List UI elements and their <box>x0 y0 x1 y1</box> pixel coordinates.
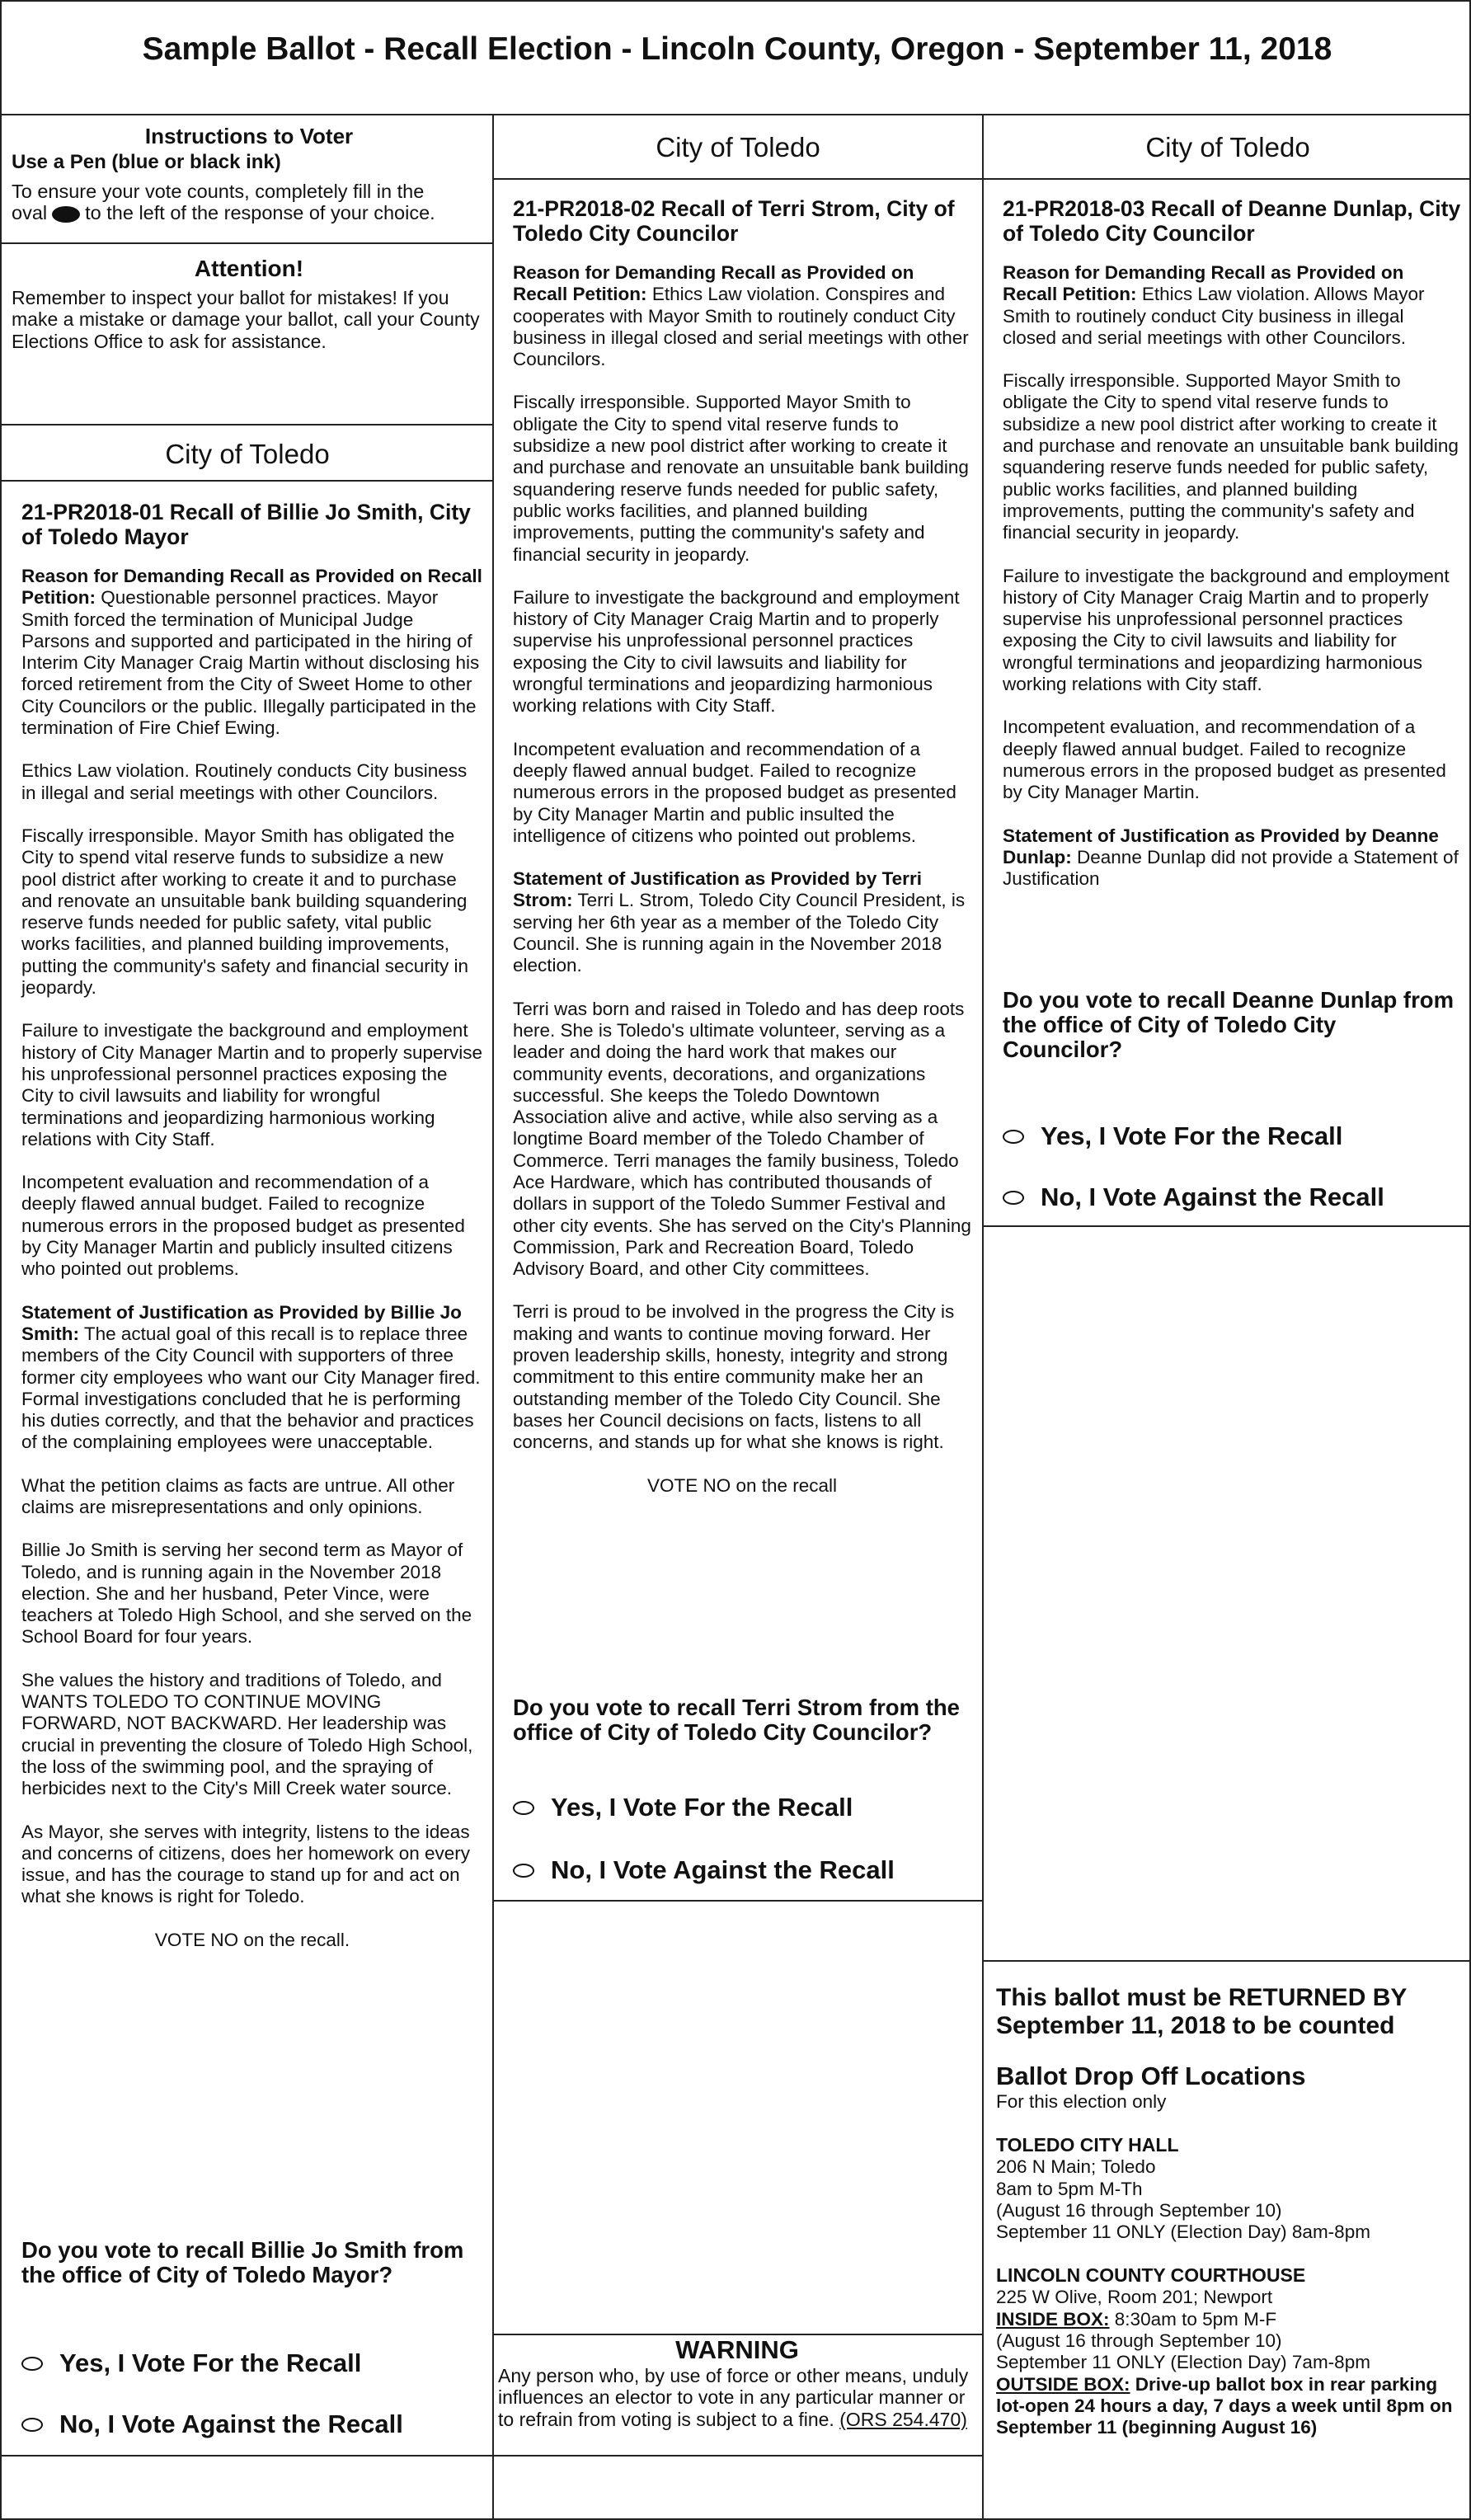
col2-bottom-divider <box>493 2455 983 2457</box>
measure-1-title: 21-PR2018-01 Recall of Billie Jo Smith, City of Toledo Mayor <box>21 500 471 549</box>
warning-text: Any person who, by use of force or other means, unduly influences an elector to vote in any particular manner or to refrain from voting is subject to a fine. (ORS 254.470) <box>498 2365 969 2430</box>
col2-measure-end <box>493 1900 983 1902</box>
return-line-2: September 11, 2018 to be counted <box>996 2012 1395 2039</box>
col2-jurisdiction: City of Toledo <box>656 132 820 162</box>
oval-icon[interactable] <box>1003 1191 1024 1205</box>
measure-3 <box>1003 196 1461 890</box>
drop-off-sub: For this election only <box>996 2091 1167 2112</box>
drop-off-heading: Ballot Drop Off Locations <box>996 2062 1306 2090</box>
drop-location-city-hall: TOLEDO CITY HALL 206 N Main; Toledo 8am to 5pm M-Th (August 16 through September 10) September 11 ONLY (Election Day) 8am-8pm <box>996 2134 1370 2243</box>
col3-jurisdiction: City of Toledo <box>1145 132 1310 162</box>
instructions-heading: Instructions to Voter <box>144 124 354 148</box>
measure-1-no-option[interactable]: No, I Vote Against the Recall <box>21 2410 403 2439</box>
instructions-box <box>12 124 486 224</box>
oval-icon[interactable] <box>513 1801 534 1815</box>
measure-1-yes-option[interactable]: Yes, I Vote For the Recall <box>21 2348 361 2378</box>
measure-2-question: Do you vote to recall Terri Strom from the office of City of Toledo City Councilor? <box>513 1695 960 1745</box>
attention-heading: Attention! <box>194 256 304 281</box>
return-top-divider <box>983 1960 1471 1962</box>
measure-3-no-option[interactable]: No, I Vote Against the Recall <box>1003 1182 1384 1212</box>
measure-2-no-option[interactable]: No, I Vote Against the Recall <box>513 1855 895 1885</box>
filled-oval-icon <box>52 206 80 223</box>
col2-heading-divider <box>493 178 983 180</box>
warning-heading: WARNING <box>675 2335 799 2364</box>
oval-icon[interactable] <box>21 2357 43 2371</box>
col1-heading-divider <box>2 480 493 482</box>
oval-icon[interactable] <box>1003 1130 1024 1144</box>
oval-icon[interactable] <box>21 2418 43 2432</box>
column-divider-2 <box>982 114 984 2520</box>
return-line-1: This ballot must be RETURNED BY <box>996 1984 1408 2011</box>
measure-3-reason: Reason for Demanding Recall as Provided on Recall Petition: Ethics Law violation. Allows Mayor Smith to routinely conduct City business in illegal closed and serial meetings with other Councilors. Fiscally irresponsible. Supported Mayor Smith to obligate the City to spend vital reserve funds to subsidize a new pool district after working to create it and purchase and renovate an unsuitable bank building squandering reserve funds needed for public safety, public works facilities, and planned building improvements, putting the community's safety and financial security in jeopardy. Failure to investigate the background and employment history of City Manager Craig Martin and to properly supervise his unprofessional personnel practices exposing the City to civil lawsuits and liability for wrongful terminations and jeopardizing harmonious working relations with City staff. Incompetent evaluation, and recommendation of a deeply flawed annual budget. Failed to recognize numerous errors in the proposed budget as presented by City Manager Martin. Statement of Justification as Provided by Deanne Dunlap: Deanne Dunlap did not provide a Statement of Justification <box>1003 262 1459 890</box>
measure-2-vote-no: VOTE NO on the recall <box>646 1474 838 1496</box>
column-divider-1 <box>492 114 494 2520</box>
measure-2-title: 21-PR2018-02 Recall of Terri Strom, City of Toledo City Councilor <box>513 196 955 246</box>
warning-box <box>498 2335 976 2430</box>
page-title <box>2 31 1471 68</box>
measure-1 <box>21 500 483 1972</box>
col1-jurisdiction: City of Toledo <box>165 439 330 469</box>
instructions-pen: Use a Pen (blue or black ink) <box>12 151 281 173</box>
instructions-divider <box>2 242 493 244</box>
measure-2 <box>513 196 971 1518</box>
measure-2-reason: Reason for Demanding Recall as Provided on Recall Petition: Ethics Law violation. Conspires and cooperates with Mayor Smith to routinely conduct City business in illegal closed and serial meetings with other Councilors. Fiscally irresponsible. Supported Mayor Smith to obligate the City to spend vital reserve funds to subsidize a new pool district after working to create it and purchase and renovate an unsuitable bank building squandering reserve funds needed for public safety, public works facilities, and planned building improvements, putting the community's safety and financial security in jeopardy. Failure to investigate the background and employment history of City Manager Craig Martin and to properly supervise his unprofessional personnel practices exposing the City to civil lawsuits and liability for wrongful terminations and jeopardizing harmonious working relations with City Staff. Incompetent evaluation and recommendation of a deeply flawed annual budget. Failed to recognize numerous errors in the proposed budget as presented by City Manager Martin and public insulted the intelligence of citizens who pointed out problems. Statement of Justification as Provided by Terri Strom: Terri L. Strom, Toledo City Council President, is serving her 6th year as a member of the Toledo City Council. She is running again in the November 2018 election. Terri was born and raised in Toledo and has deep roots here. She is Toledo's ultimate volunteer, serving as a leader and doing the hard work that makes our community events, decorations, and organizations successful. She keeps the Toledo Downtown Association alive and active, while also serving as a longtime Board member of the Toledo Chamber of Commerce. Terri manages the family business, Toledo Ace Hardware, which has contributed thousands of dollars in support of the Toledo Summer Festival and other city events. She has served on the City's Planning Commission, Park and Recreation Board, Toledo Advisory Board, and other City committees. Terri is proud to be involved in the progress the City is making and wants to continue moving forward. Her proven leadership skills, honesty, integrity and strong commitment to this entire community make her an outstanding member of the Toledo City Council. She bases her Council decisions on facts, listens to all concerns, and stands up for what she knows is right. VOTE NO on the recall <box>513 262 971 1496</box>
instructions-line1: To ensure your vote counts, completely fill in the <box>12 181 425 202</box>
title-main: Sample Ballot <box>142 31 355 67</box>
return-notice <box>996 1984 1466 2439</box>
attention-divider <box>2 424 493 425</box>
oval-icon[interactable] <box>513 1864 534 1878</box>
attention-text: Remember to inspect your ballot for mistakes! If you make a mistake or damage your ballot, call your County Elections Office to ask for assistance. <box>12 287 480 352</box>
title-rest: - Recall Election - Lincoln County, Oregon - September 11, 2018 <box>355 31 1332 67</box>
header-divider <box>2 114 1471 115</box>
drop-location-courthouse: LINCOLN COUNTY COURTHOUSE 225 W Olive, Room 201; Newport INSIDE BOX: 8:30am to 5pm M-F (August 16 through September 10) September 11 ONLY (Election Day) 7am-8pm OUTSIDE BOX: Drive-up ballot box in rear parking lot-open 24 hours a day, 7 days a week until 8pm on September 11 (beginning August 16) <box>996 2264 1453 2438</box>
measure-2-yes-option[interactable]: Yes, I Vote For the Recall <box>513 1793 853 1822</box>
measure-3-yes-option[interactable]: Yes, I Vote For the Recall <box>1003 1121 1342 1151</box>
measure-3-title: 21-PR2018-03 Recall of Deanne Dunlap, City of Toledo City Councilor <box>1003 196 1461 246</box>
measure-1-vote-no: VOTE NO on the recall. <box>154 1929 350 1950</box>
col3-measure-end <box>983 1225 1471 1227</box>
measure-1-question: Do you vote to recall Billie Jo Smith from the office of City of Toledo Mayor? <box>21 2237 464 2287</box>
col3-heading-divider <box>983 178 1471 180</box>
measure-1-reason: Reason for Demanding Recall as Provided on Recall Petition: Questionable personnel practices. Mayor Smith forced the termination of Municipal Judge Parsons and supported and participated in the hiring of Interim City Manager Craig Martin without disclosing his forced retirement from the City of Sweet Home to other City Councilors or the public. Illegally participated in the termination of Fire Chief Ewing. Ethics Law violation. Routinely conducts City business in illegal and serial meetings with other Councilors. Fiscally irresponsible. Mayor Smith has obligated the City to spend vital reserve funds to subsidize a new pool district after working to create it and to purchase and renovate an unsuitable bank building squandering reserve funds needed for public safety, vital public works facilities, and planned building improvements, putting the community's safety and financial security in jeopardy. Failure to investigate the background and employment history of City Manager Martin and to properly supervise his unprofessional personnel practices exposing the City to civil lawsuits and liability for wrongful terminations and jeopardizing harmonious working relations with City Staff. Incompetent evaluation and recommendation of a deeply flawed annual budget. Failed to recognize numerous errors in the proposed budget as presented by City Manager Martin and publicly insulted citizens who pointed out problems. Statement of Justification as Provided by Billie Jo Smith: The actual goal of this recall is to replace three members of the City Council with supporters of three former city employees who want our City Manager fired. Formal investigations concluded that he is performing his duties correctly, and that the behavior and practices of the complaining employees were unacceptable. What the petition claims as facts are untrue. All other claims are misrepresentations and only opinions. Billie Jo Smith is serving her second term as Mayor of Toledo, and is running again in the November 2018 election. She and her husband, Peter Vince, were teachers at Toledo High School, and she served on the School Board for four years. She values the history and traditions of Toledo, and WANTS TOLEDO TO CONTINUE MOVING FORWARD, NOT BACKWARD. Her leadership was crucial in preventing the closure of Toledo High School, the loss of the swimming pool, and the spraying of herbicides next to the City's Mill Creek water source. As Mayor, she serves with integrity, listens to the ideas and concerns of citizens, does her homework on every issue, and has the courage to stand up for and act on what she knows is right for Toledo. VOTE NO on the recall. <box>21 566 482 1950</box>
col1-bottom-divider <box>2 2455 493 2457</box>
measure-3-question: Do you vote to recall Deanne Dunlap from the office of City of Toledo City Councilor? <box>1003 987 1455 1062</box>
attention-box <box>12 256 486 352</box>
instructions-line2: oval to the left of the response of your choice. <box>12 202 435 224</box>
